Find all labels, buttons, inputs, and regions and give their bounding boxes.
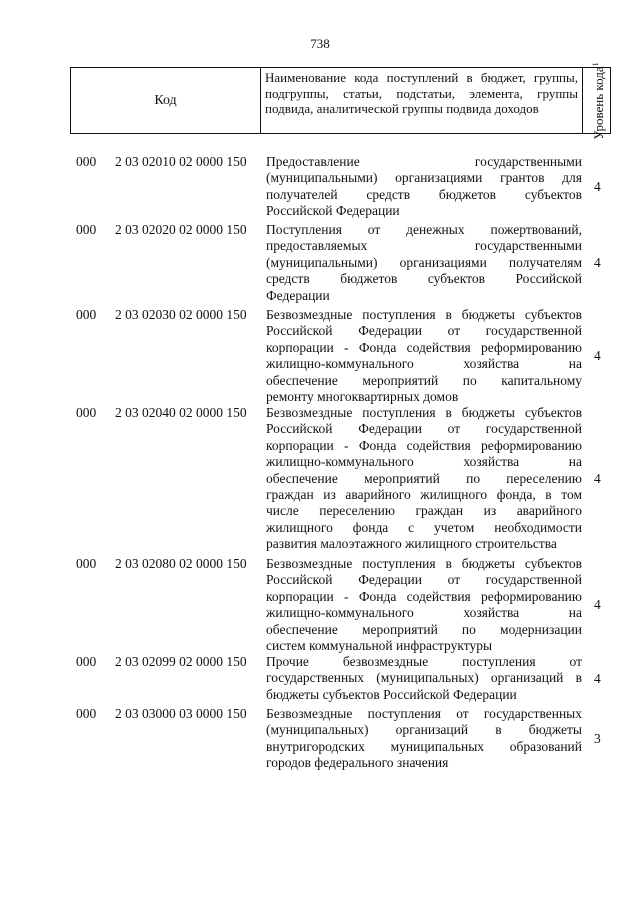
header-level-text	[588, 62, 604, 139]
description-line: Российской Федерации от государственной	[266, 572, 582, 588]
row-prefix: 000	[76, 706, 97, 721]
description-line: жилищно-коммунального хозяйства на	[266, 454, 582, 470]
description-line: Российской Федерации от государственной	[266, 421, 582, 437]
description-line: (муниципальными) организациями получателям	[266, 254, 582, 270]
description-line: граждан из аварийного жилищного фонда, в том	[266, 487, 582, 503]
row-description	[266, 706, 582, 772]
header-name: Наименование кода поступлений в бюджет, группы, подгруппы, статьи, подстатьи, элемента, группы подвида, аналитической группы подвида доходов	[261, 68, 583, 133]
row-description	[266, 556, 582, 654]
row-level: 3	[594, 730, 601, 746]
description-line: Прочие безвозмездные поступления от	[266, 654, 582, 669]
description-line: Поступления от денежных пожертвований,	[266, 222, 582, 237]
description-line: (муниципальных) организаций в бюджеты	[266, 722, 582, 738]
header-code: Код	[71, 68, 261, 133]
row-prefix: 000	[76, 654, 97, 669]
description-line: Безвозмездные поступления в бюджеты субъектов	[266, 307, 582, 322]
row-prefix: 000	[76, 222, 97, 237]
row-code: 2 03 02040 02 0000 150	[115, 405, 247, 420]
header-level	[583, 61, 610, 140]
description-line: Российской Федерации	[266, 203, 400, 219]
description-line: средств бюджетов субъектов Российской	[266, 271, 582, 287]
row-level: 4	[594, 178, 601, 194]
description-line: Российской Федерации от государственной	[266, 323, 582, 339]
description-line: (муниципальными) организациями грантов для	[266, 170, 582, 186]
description-line: обеспечение мероприятий по капитальному	[266, 372, 582, 388]
row-level: 4	[594, 255, 601, 270]
description-line: внутригородских муниципальных образований	[266, 738, 582, 754]
row-code: 2 03 02080 02 0000 150	[115, 556, 247, 571]
description-line: обеспечение мероприятий по переселению	[266, 470, 582, 486]
description-line: корпорации - Фонда содействия реформированию	[266, 339, 582, 355]
description-line: Безвозмездные поступления от государственных	[266, 706, 582, 721]
description-line: Предоставление государственными	[266, 154, 582, 169]
row-code: 2 03 02030 02 0000 150	[115, 307, 247, 322]
description-line: жилищно-коммунального хозяйства на	[266, 605, 582, 621]
row-description	[266, 154, 582, 220]
description-line: жилищного фонда с учетом необходимости	[266, 519, 582, 535]
description-line: Безвозмездные поступления в бюджеты субъектов	[266, 405, 582, 420]
description-line: обеспечение мероприятий по модернизации	[266, 621, 582, 637]
description-line: корпорации - Фонда содействия реформированию	[266, 437, 582, 453]
row-code: 2 03 02020 02 0000 150	[115, 222, 247, 237]
row-description	[266, 405, 582, 553]
row-description	[266, 307, 582, 405]
row-description	[266, 654, 582, 703]
description-line: ремонту многоквартирных домов	[266, 389, 459, 405]
description-line: корпорации - Фонда содействия реформированию	[266, 588, 582, 604]
description-line: систем коммунальной инфраструктуры	[266, 638, 493, 654]
row-level: 4	[594, 597, 601, 613]
description-line: государственных (муниципальных) организаций в	[266, 670, 582, 686]
row-description	[266, 222, 582, 304]
row-prefix: 000	[76, 154, 97, 169]
row-level: 4	[594, 470, 601, 486]
row-prefix: 000	[76, 307, 97, 322]
table-header	[70, 61, 611, 140]
description-line: городов федерального значения	[266, 755, 449, 771]
description-line: Безвозмездные поступления в бюджеты субъектов	[266, 556, 582, 571]
row-code: 2 03 02010 02 0000 150	[115, 154, 247, 169]
description-line: развития малоэтажного жилищного строительства	[266, 536, 557, 552]
row-level: 4	[594, 348, 601, 364]
row-prefix: 000	[76, 405, 97, 420]
row-level: 4	[594, 670, 601, 686]
description-line: предоставляемых государственными	[266, 238, 582, 254]
description-line: Федерации	[266, 287, 330, 303]
description-line: числе переселению граждан из аварийного	[266, 503, 582, 519]
row-code: 2 03 03000 03 0000 150	[115, 706, 247, 721]
row-code: 2 03 02099 02 0000 150	[115, 654, 247, 669]
header-level-footnote: 1	[590, 61, 600, 66]
page-number: 738	[310, 36, 330, 51]
row-prefix: 000	[76, 556, 97, 571]
description-line: получателей средств бюджетов субъектов	[266, 186, 582, 202]
description-line: жилищно-коммунального хозяйства на	[266, 356, 582, 372]
description-line: бюджеты субъектов Российской Федерации	[266, 686, 517, 702]
header-level-label: Уровень кода	[590, 65, 606, 140]
